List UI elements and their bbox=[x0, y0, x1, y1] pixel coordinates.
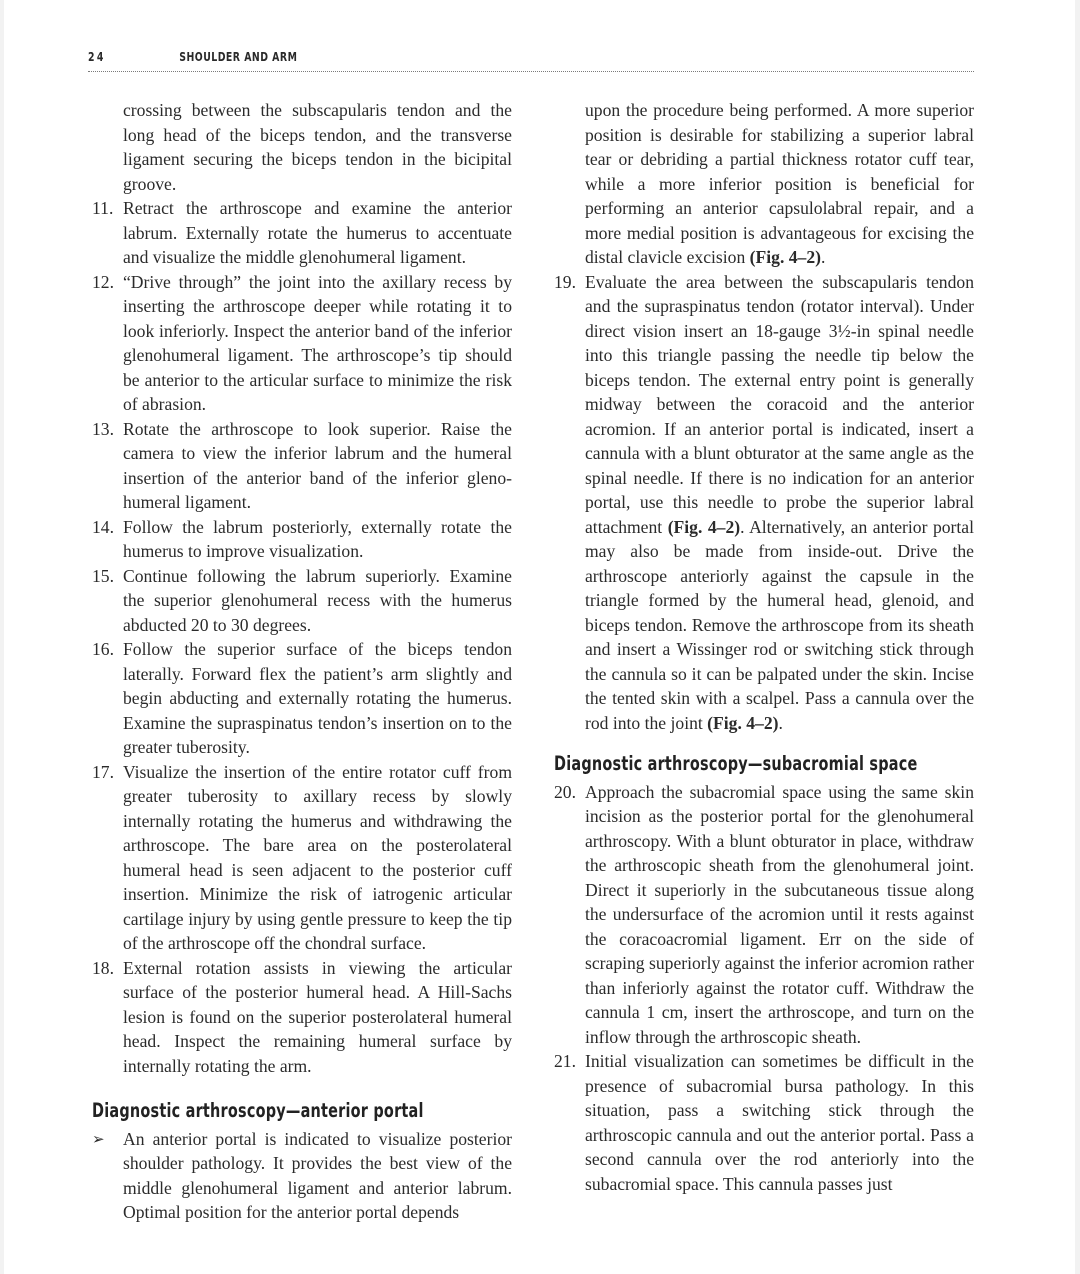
figure-reference: (Fig. 4–2) bbox=[667, 516, 741, 537]
chapter-title: SHOULDER AND ARM bbox=[179, 50, 298, 64]
step-number: 15. bbox=[92, 565, 114, 586]
continued-paragraph bbox=[92, 98, 512, 196]
running-head bbox=[88, 50, 779, 72]
list-item-20 bbox=[554, 780, 974, 1050]
bullet-item bbox=[92, 1127, 512, 1225]
section-heading-anterior-portal: Diagnostic arthroscopy—anterior portal bbox=[92, 1099, 424, 1122]
step-text bbox=[585, 270, 974, 736]
step-number: 17. bbox=[92, 761, 114, 782]
step-text: Retract the arthroscope and examine the anterior labrum. Externally rotate the humerus to accentuate and visualize the middle glenohumeral ligament. bbox=[123, 198, 512, 267]
step-number: 21. bbox=[554, 1051, 576, 1071]
list-item-12 bbox=[92, 270, 512, 417]
list-item-15 bbox=[92, 564, 512, 638]
right-column bbox=[554, 98, 974, 1196]
bullet-text: An anterior portal is indicated to visualize posterior shoulder pathology. It provides the best view of the middle glenohumeral ligament and anterior labrum. Optimal position for the anterior portal depends bbox=[123, 1128, 512, 1222]
figure-reference: (Fig. 4–2) bbox=[707, 712, 779, 733]
list-item-14 bbox=[92, 515, 512, 564]
step-number: 20. bbox=[554, 781, 576, 802]
step-number: 12. bbox=[92, 271, 114, 292]
header-dotted-rule bbox=[88, 71, 974, 72]
step-text: Initial visualization can sometimes be difficult in the presence of subacromial bursa pathology. In this situation, pass a switching stick through the arthroscopic cannula and out the anterior portal. Pass a second cannula over the rod anteriorly into the subacromial space. This cannula passes just bbox=[585, 1051, 974, 1194]
left-column bbox=[92, 98, 512, 1225]
step-text: Rotate the arthroscope to look superior. Raise the camera to view the inferior labrum and the humeral insertion of the anterior band of the inferior glenohumeral ligament. bbox=[123, 418, 512, 512]
list-item-21 bbox=[554, 1049, 974, 1196]
paragraph-text: crossing between the subscapularis tendon and the long head of the biceps tendon, and the transverse ligament securing the biceps tendon in the bicipital groove. bbox=[123, 100, 512, 194]
step-text: Continue following the labrum superiorly. Examine the superior glenohumeral recess with the humerus abducted 20 to 30 degrees. bbox=[123, 565, 512, 635]
list-item-16 bbox=[92, 637, 512, 760]
list-item-11 bbox=[92, 196, 512, 270]
arrowhead-bullet-icon: ➢ bbox=[92, 1129, 105, 1148]
step-text: Follow the labrum posteriorly, externally rotate the humerus to improve visualization. bbox=[123, 516, 512, 561]
paragraph-text bbox=[585, 98, 974, 270]
step-number: 14. bbox=[92, 516, 114, 537]
step-text: Approach the subacromial space using the same skin incision as the posterior portal for the glenohumeral arthroscopy. With a blunt obturator in place, withdraw the arthroscopic sheath from the glenohumeral joint. Direct it superiorly in the subcutaneous tissue along the undersurface of the acromion until it rests against the coracoacromial ligament. Err on the side of scraping superiorly against the inferior acromion rather than inferiorly against the rotator cuff. Withdraw the cannula 1 cm, insert the arthroscope, and turn on the inflow through the arthroscopic sheath. bbox=[585, 781, 974, 1047]
text-run: Evaluate the area between the subscapularis tendon and the supraspinatus tendon (rotator interval). Under direct vision insert an 18-gauge 3½-in spinal needle into this triangle passing the needle tip below the biceps tendon. The external entry point is generally midway between the coracoid and the anterior acromion. If an anterior portal is indicated, insert a cannula with a blunt obturator at the same angle as the spinal needle. If there is no indication for an anterior portal, use this needle to probe the superior labral attachment bbox=[585, 271, 974, 537]
step-number: 19. bbox=[554, 271, 576, 292]
step-text: External rotation assists in viewing the articular surface of the posterior humeral head. A Hill-Sachs lesion is found on the superior posterolateral humeral head. Inspect the remaining humeral surface by internally rotating the arm. bbox=[123, 957, 512, 1076]
text-run: upon the procedure being performed. A more superior position is desirable for stabilizing a superior labral tear or debriding a partial thickness rotator cuff tear, while a more inferior position is beneficial for performing an anterior capsulolabral repair, and a more medial position is advantageous for excising the distal clavicle excision bbox=[585, 100, 974, 267]
list-item-13 bbox=[92, 417, 512, 515]
step-number: 11. bbox=[92, 198, 114, 218]
text-run: . Alternatively, an anterior portal may also be made from inside-out. Drive the arthroscope anteriorly against the capsule in the triangle formed by the humeral head, glenoid, and biceps tendon. Remove the arthroscope from its sheath and insert a Wissinger rod or switching stick through the cannula so it can be palpated under the skin. Incise the tented skin with a scalpel. Pass a cannula over the rod into the joint bbox=[585, 516, 975, 733]
text-run: . bbox=[821, 247, 826, 267]
book-page bbox=[4, 0, 1075, 1274]
list-item-18 bbox=[92, 956, 512, 1079]
step-text: Visualize the insertion of the entire rotator cuff from greater tuberosity to axillary recess by slowly internally rotating the humerus and withdrawing the arthroscope. The bare area on the posterolateral humeral head is seen adjacent to the posterior cuff insertion. Minimize the risk of iatrogenic articular cartilage injury by using gentle pressure to keep the tip of the arthroscope off the chondral surface. bbox=[123, 761, 512, 953]
text-run: . bbox=[778, 712, 783, 733]
step-number: 18. bbox=[92, 957, 114, 978]
step-text: “Drive through” the joint into the axillary recess by inserting the arthroscope deeper while rotating it to look inferiorly. Inspect the anterior band of the inferior glenohumeral ligament. The arthroscope’s tip should be anterior to the articular surface to minimize the risk of abrasion. bbox=[123, 271, 512, 414]
list-item-19 bbox=[554, 270, 974, 736]
figure-reference: (Fig. 4–2) bbox=[749, 247, 821, 267]
step-number: 13. bbox=[92, 418, 114, 439]
page-number: 24 bbox=[88, 50, 106, 64]
step-text: Follow the superior surface of the biceps tendon laterally. Forward flex the patient’s arm slightly and begin abducting and externally rotating the humerus. Examine the supraspinatus tendon’s insertion on to the greater tuberosity. bbox=[123, 639, 512, 757]
continued-paragraph bbox=[554, 98, 974, 270]
step-number: 16. bbox=[92, 639, 114, 659]
section-heading-subacromial-space: Diagnostic arthroscopy—subacromial space bbox=[554, 752, 918, 775]
list-item-17 bbox=[92, 760, 512, 956]
